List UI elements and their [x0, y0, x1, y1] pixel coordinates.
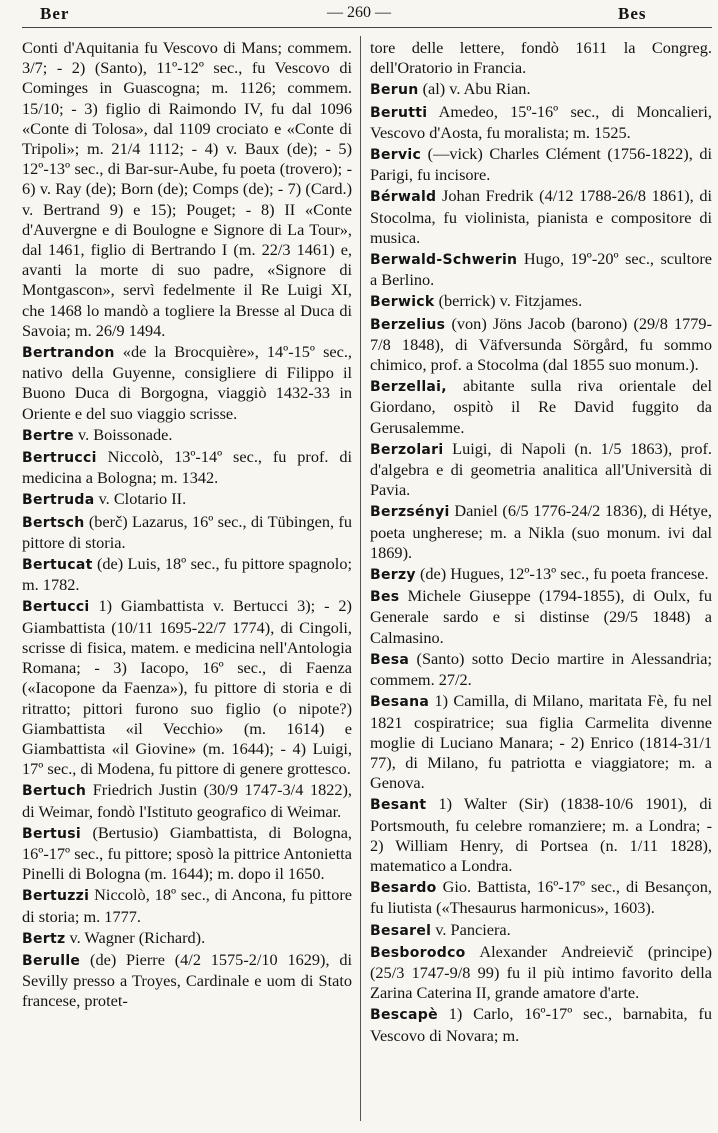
- dictionary-entry: [370, 691, 712, 793]
- page-header: [0, 4, 718, 26]
- dictionary-entry: [370, 249, 712, 290]
- entry-text: Alexander Andreievič (principe) (25/3 1747-9/8 99) fu il più intimo favorito della Zarina Caterina II, grande amatore d'arte.: [370, 941, 712, 1003]
- entry-headword: Bertz: [22, 930, 66, 947]
- entry-text: 1) Camilla, di Milano, maritata Fè, fu nel 1821 cospiratrice; sua figlia Carmelita divenne moglie di Luciano Manara; - 2) Enrico (1814-31/1 77), di Milano, fu patriotta e viaggiatore; m. a Genova.: [370, 691, 712, 793]
- dictionary-entry: [370, 376, 712, 438]
- entry-headword: Besborodco: [370, 944, 466, 961]
- entry-headword: Bescapè: [370, 1007, 438, 1024]
- dictionary-entry: [22, 342, 352, 424]
- entry-text: (berrick) v. Fitzjames.: [438, 291, 583, 311]
- entry-headword: Bertre: [22, 427, 74, 444]
- entry-headword: Besarel: [370, 922, 432, 939]
- dictionary-entry: [370, 102, 712, 143]
- entry-text: (de) Pierre (4/2 1575-2/10 1629), di Sevilly presso a Troyes, Cardinale e uom di Stato francese, protet-: [22, 949, 352, 1011]
- dictionary-entry: [22, 38, 352, 341]
- dictionary-entry: [22, 447, 352, 488]
- entry-headword: Besant: [370, 797, 427, 814]
- entry-text: Niccolò, 18º sec., di Ancona, fu pittore di storia; m. 1777.: [22, 885, 352, 926]
- entry-headword: Bertucci: [22, 599, 90, 616]
- entry-text: (al) v. Abu Rian.: [422, 79, 531, 99]
- entry-headword: Berwald-Schwerin: [370, 252, 518, 269]
- entry-headword: Bertusi: [22, 825, 81, 842]
- entry-text: (Santo) sotto Decio martire in Alessandria; commem. 27/2.: [370, 648, 712, 690]
- dictionary-entry: [370, 501, 712, 563]
- entry-headword: Bertrandon: [22, 345, 115, 362]
- dictionary-entry: [22, 928, 352, 949]
- entry-text: Hugo, 19º-20º sec., scultore a Berlino.: [370, 249, 712, 290]
- page-number: — 260 —: [327, 4, 391, 21]
- entry-text: (von) Jöns Jacob (barono) (29/8 1779-7/8 1848), di Väfversunda Sörgård, fu sommo chimico, prof. a Stocolma (dal 1855 suo monum.).: [370, 313, 712, 375]
- entry-text: 1) Giambattista v. Bertucci 3); - 2) Giambattista (10/11 1695-22/7 1774), di Cingoli, scrisse di fisica, matem. e medicina nell'Antologia Romana; - 3) Iacopo, 16º sec., di Faenza («Iacopone da Faenza»), fu pittore di storia e di ritratto; pittori furono suo figlio (o nipote?) Giambattista «il Vecchio» (m. 1614) e Giambattista «il Giovine» (m. 1644); - 4) Luigi, 17º sec., di Modena, fu pittore di genere grottesco.: [22, 596, 352, 779]
- entry-headword: Bervic: [370, 147, 422, 164]
- entry-headword: Berzellai,: [370, 379, 447, 396]
- dictionary-entry: [22, 554, 352, 595]
- entry-text: v. Wagner (Richard).: [69, 927, 206, 947]
- entry-headword: Bertrucci: [22, 450, 97, 467]
- dictionary-entry: [370, 144, 712, 185]
- entry-text: Michele Giuseppe (1794-1855), di Oulx, fu Generale sardo e si distinse (29/5 1848) a Calmasino.: [370, 586, 712, 647]
- dictionary-entry: [370, 586, 712, 648]
- dictionary-entry: [22, 512, 352, 553]
- entry-headword: Bertuzzi: [22, 888, 90, 905]
- entry-headword: Berzelius: [370, 316, 446, 333]
- dictionary-entry: [22, 885, 352, 926]
- entry-headword: Berzy: [370, 567, 416, 584]
- dictionary-entry: [22, 425, 352, 446]
- entry-headword: Bes: [370, 589, 400, 606]
- entry-text: (de) Luis, 18º sec., fu pittore spagnolo; m. 1782.: [22, 554, 352, 595]
- entry-text: Daniel (6/5 1776-24/2 1836), di Hétye, poeta ungherese; m. a Nikla (suo monum. ivi dal 1869).: [370, 501, 712, 562]
- dictionary-entry: [22, 780, 352, 821]
- entry-headword: Bertucat: [22, 557, 93, 574]
- right-column: [370, 38, 712, 1131]
- entry-text: v. Clotario II.: [98, 489, 187, 509]
- entry-text: Friedrich Justin (30/9 1747-3/4 1822), di Weimar, fondò l'Istituto geografico di Weimar.: [22, 780, 352, 821]
- entry-text: Luigi, di Napoli (n. 1/5 1863), prof. d'algebra e di geometria analitica all'Università di Pavia.: [370, 438, 712, 500]
- entry-text: (de) Hugues, 12º-13º sec., fu poeta francese.: [419, 564, 709, 584]
- entry-headword: Bertuch: [22, 783, 87, 800]
- dictionary-entry: [370, 649, 712, 690]
- entry-headword: Berulle: [22, 952, 81, 969]
- dictionary-entry: [22, 950, 352, 1012]
- dictionary-entry: [370, 79, 712, 100]
- entry-text: Johan Fredrik (4/12 1788-26/8 1861), di Stocolma, fu violinista, pianista e compositore di musica.: [370, 186, 712, 247]
- entry-text: (Bertusio) Giambattista, di Bologna, 16º-17º sec., fu pittore; sposò la pittrice Antonietta Pinelli di Bologna (m. 1644); m. dopo il 1650.: [22, 822, 352, 884]
- dictionary-entry: [370, 291, 712, 312]
- header-rule: [22, 27, 712, 28]
- entry-text: (berč) Lazarus, 16º sec., di Tübingen, fu pittore di storia.: [22, 511, 352, 552]
- entry-headword: Besana: [370, 694, 430, 711]
- dictionary-entry: [370, 439, 712, 501]
- header-left-word: Ber: [40, 4, 70, 23]
- entry-text: tore delle lettere, fondò 1611 la Congreg. dell'Oratorio in Francia.: [370, 38, 712, 78]
- column-divider: [360, 36, 361, 1121]
- dictionary-entry: [370, 314, 712, 376]
- dictionary-entry: [370, 186, 712, 248]
- entry-headword: Berutti: [370, 104, 428, 121]
- dictionary-entry: [370, 794, 712, 876]
- entry-text: abitante sulla riva orientale del Giordano, ospitò il Re David fuggito da Gerusalemme.: [370, 376, 712, 437]
- entry-headword: Berzsényi: [370, 504, 450, 521]
- entry-headword: Besa: [370, 651, 410, 668]
- entry-text: Conti d'Aquitania fu Vescovo di Mans; commem. 3/7; - 2) (Santo), 11º-12º sec., fu Vescovo di Cominges in Guascogna; m. 1126; commem. 15/10; - 3) figlio di Raimondo IV, fu dal 1096 «Conte di Tolosa», dal 1109 crociato e «Conte di Tripoli»; m. 21/4 1112; - 4) v. Baux (de); - 5) 12º-13º sec., di Bar-sur-Aube, fu poeta (trovero); - 6) v. Ray (de); Born (de); Comps (de); - 7) (Card.) v. Bertrand 9) e 15); Pouget; - 8) II «Conte d'Auvergne e di Boulogne e Signore di La Tour», dal 1461, figlio di Bertrando I (m. 22/3 1461) e, avanti la morte di suo padre, «Signore di Montgascon», servì fedelmente il Re Luigi XI, che 1468 lo mandò a togliere la Bresse al Duca di Savoia; m. 26/9 1494.: [22, 38, 352, 340]
- dictionary-entry: [370, 564, 712, 585]
- entry-headword: Bertsch: [22, 514, 85, 531]
- entry-text: 1) Walter (Sir) (1838-10/6 1901), di Portsmouth, fu celebre romanziere; m. a Londra; - 2) William Henry, di Portsea (n. 1/11 1828), matematico a Londra.: [370, 794, 712, 875]
- entry-text: 1) Carlo, 16º-17º sec., barnabita, fu Vescovo di Novara; m.: [370, 1004, 712, 1045]
- dictionary-entry: [370, 920, 712, 941]
- header-right-word: Bes: [618, 4, 647, 23]
- entry-text: Niccolò, 13º-14º sec., fu prof. di medicina a Bologna; m. 1342.: [22, 447, 352, 488]
- dictionary-entry: [22, 823, 352, 885]
- dictionary-entry: [22, 596, 352, 779]
- entry-headword: Berwick: [370, 294, 435, 311]
- entry-headword: Besardo: [370, 880, 437, 897]
- dictionary-entry: [370, 1004, 712, 1045]
- dictionary-entry: [370, 877, 712, 918]
- entry-text: v. Panciera.: [435, 919, 511, 939]
- entry-text: «de la Brocquière», 14º-15º sec., nativo della Guyenne, consigliere di Filippo il Buono Duca di Borgogna, viaggiò 1432-33 in Oriente e del suo viaggio scrisse.: [22, 342, 352, 423]
- entry-headword: Bérwald: [370, 189, 437, 206]
- entry-headword: Bertruda: [22, 492, 95, 509]
- entry-text: v. Boissonade.: [78, 424, 173, 444]
- dictionary-entry: [370, 942, 712, 1004]
- left-column: [22, 38, 352, 1131]
- entry-headword: Berun: [370, 82, 419, 99]
- entry-text: (—vick) Charles Clément (1756-1822), di Parigi, fu incisore.: [370, 144, 712, 185]
- entry-headword: Berzolari: [370, 441, 444, 458]
- dictionary-entry: [370, 38, 712, 78]
- dictionary-entry: [22, 489, 352, 510]
- entry-text: Amedeo, 15º-16º sec., di Moncalieri, Vescovo d'Aosta, fu moralista; m. 1525.: [370, 101, 712, 142]
- entry-text: Gio. Battista, 16º-17º sec., di Besançon, fu liutista («Thesaurus harmonicus», 1603).: [370, 877, 712, 918]
